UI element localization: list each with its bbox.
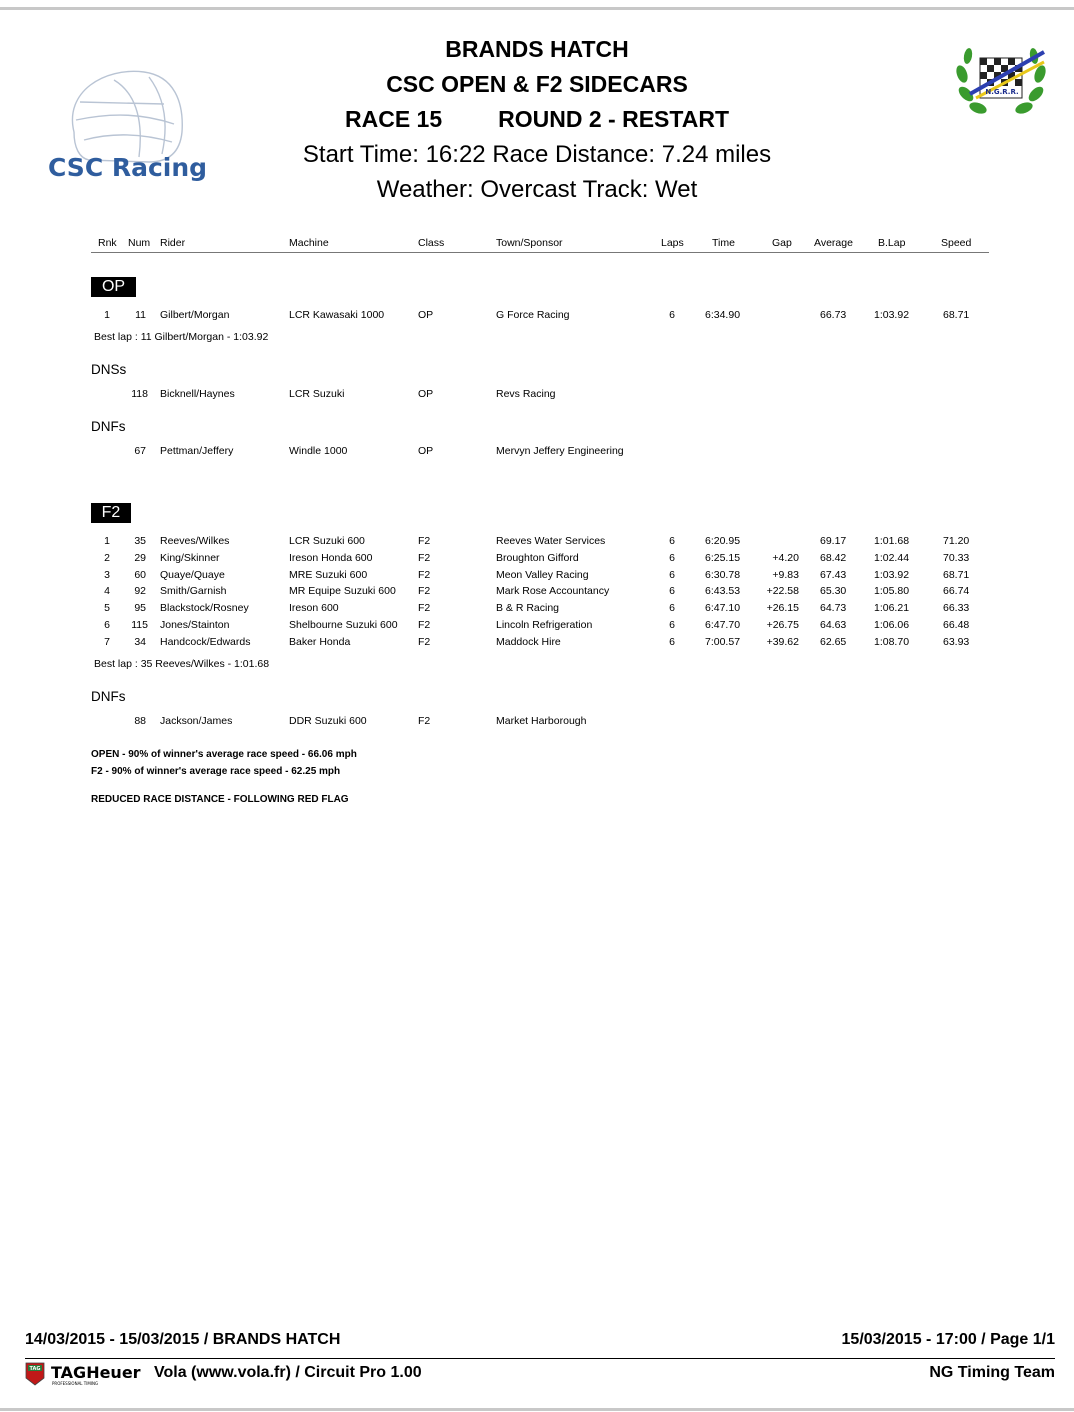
col-time: Time [712,237,735,249]
start-distance-line: Start Time: 16:22 Race Distance: 7.24 miles [302,141,772,168]
table-row: 5 95 Blackstock/Rosney Ireson 600 F2 B & R Racing 6 6:47.10 +26.15 64.73 1:06.21 66.33 [104,602,970,614]
svg-text:TAG: TAG [29,1366,41,1372]
table-row: 7 34 Handcock/Edwards Baker Honda F2 Maddock Hire 6 7:00.57 +39.62 62.65 1:08.70 63.93 [104,636,970,648]
weather-line: Weather: Overcast Track: Wet [376,176,698,203]
col-machine: Machine [289,237,329,249]
table-row: 118 Bicknell/Haynes LCR Suzuki OP Revs Racing [131,388,556,400]
col-rider: Rider [160,237,186,249]
table-row: 1 11 Gilbert/Morgan LCR Kawasaki 1000 OP G Force Racing 6 6:34.90 66.73 1:03.92 68.71 [104,309,970,321]
dnf-label-op: DNFs [91,419,126,434]
tagheuer-logo [25,1361,150,1387]
venue-title: BRANDS HATCH [445,36,629,62]
col-speed: Speed [941,237,972,249]
bottom-border [0,1408,1074,1411]
col-gap: Gap [772,237,792,249]
col-class: Class [418,237,445,249]
note-reduced-distance: REDUCED RACE DISTANCE - FOLLOWING RED FLAG [91,794,349,805]
col-average: Average [814,237,853,249]
best-lap-f2: Best lap : 35 Reeves/Wilkes - 1:01.68 [94,658,270,670]
header-divider [91,252,989,253]
svg-text:N.G.R.R.: N.G.R.R. [985,88,1019,96]
col-blap: B.Lap [878,237,906,249]
footer-software: Vola (www.vola.fr) / Circuit Pro 1.00 [154,1364,422,1381]
race-round-line [0,102,1074,137]
col-sponsor: Town/Sponsor [496,237,563,249]
event-title: CSC OPEN & F2 SIDECARS [386,71,688,97]
table-row: 3 60 Quaye/Quaye MRE Suzuki 600 F2 Meon Valley Racing 6 6:30.78 +9.83 67.43 1:03.92 68.71 [104,569,970,581]
col-laps: Laps [661,237,684,249]
svg-text:PROFESSIONAL TIMING: PROFESSIONAL TIMING [52,1381,99,1386]
note-f2-speed: F2 - 90% of winner's average race speed - 62.25 mph [91,766,341,777]
top-border [0,7,1074,10]
footer-team: NG Timing Team [929,1364,1055,1381]
table-row: 67 Pettman/Jeffery Windle 1000 OP Mervyn Jeffery Engineering [134,445,624,457]
svg-text:CSC Racing: CSC Racing [48,153,208,182]
col-rnk: Rnk [98,237,117,249]
best-lap-op: Best lap : 11 Gilbert/Morgan - 1:03.92 [94,331,269,343]
footer-printed-page: 15/03/2015 - 17:00 / Page 1/1 [841,1331,1055,1348]
table-row: 1 35 Reeves/Wilkes LCR Suzuki 600 F2 Reeves Water Services 6 6:20.95 69.17 1:01.68 71.20 [104,535,970,547]
col-num: Num [128,237,151,249]
class-badge-f2: F2 [91,503,131,523]
class-badge-op: OP [91,277,136,297]
race-number: RACE 15 [344,106,443,132]
dnf-label-f2: DNFs [91,689,126,704]
round-label: ROUND 2 - RESTART [498,106,729,132]
table-row: 2 29 King/Skinner Ireson Honda 600 F2 Broughton Gifford 6 6:25.15 +4.20 68.42 1:02.44 70.33 [104,552,970,564]
note-open-speed: OPEN - 90% of winner's average race speed - 66.06 mph [91,749,357,760]
table-row: 4 92 Smith/Garnish MR Equipe Suzuki 600 F2 Mark Rose Accountancy 6 6:43.53 +22.58 65.30 1:05.80 66.74 [104,585,970,597]
table-row: 88 Jackson/James DDR Suzuki 600 F2 Market Harborough [134,715,587,727]
dns-label-op: DNSs [91,362,127,377]
table-row: 6 115 Jones/Stainton Shelbourne Suzuki 600 F2 Lincoln Refrigeration 6 6:47.70 +26.75 64.63 1:06.06 66.48 [104,619,970,631]
race-header [0,32,1074,207]
footer-dates-venue: 14/03/2015 - 15/03/2015 / BRANDS HATCH [25,1331,341,1348]
svg-text:TAGHeuer: TAGHeuer [51,1363,141,1382]
footer-divider [25,1358,1055,1359]
